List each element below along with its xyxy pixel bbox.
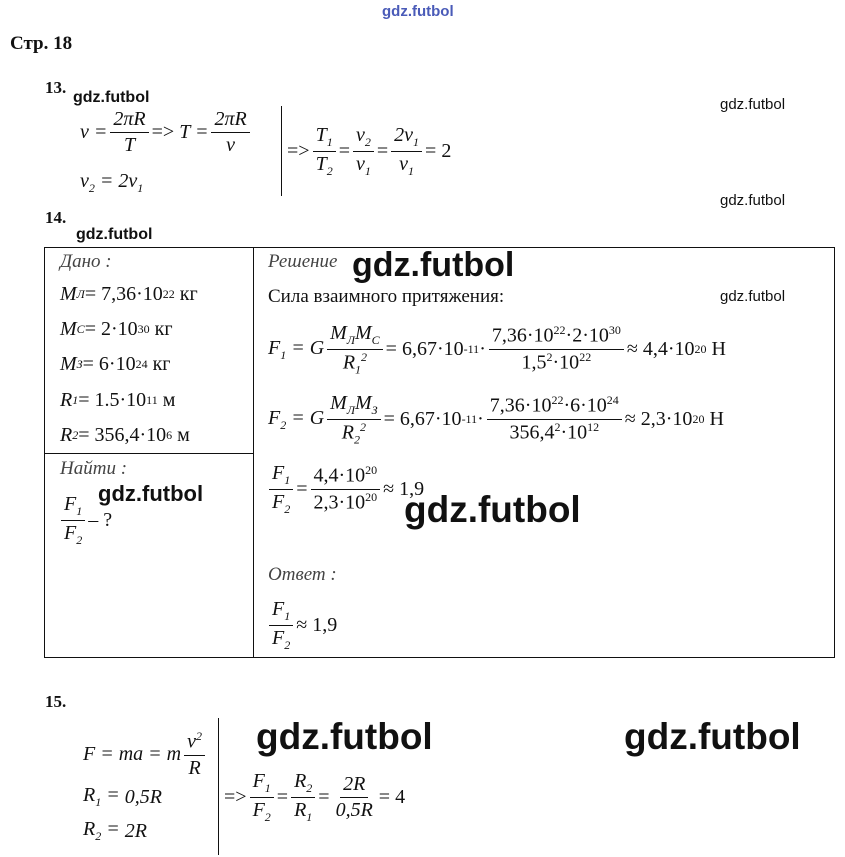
given-label: Дано : bbox=[60, 251, 112, 272]
watermark-top: gdz.futbol bbox=[382, 3, 454, 20]
watermark: gdz.futbol bbox=[720, 288, 786, 305]
table-row-divider bbox=[44, 453, 253, 454]
f1-formula: $F_1 = G$ $\frac{M_ЛM_С}{R_1^2}$ = 6,67·10 -11 · $\frac{7,36\cdot 10^{22}\cdot 2\cdot 10^{30}}{1,5^2\cdot 10^{22}}$ ≈ 4,4·10 20 Н bbox=[268, 322, 726, 377]
find-label: Найти : bbox=[60, 458, 128, 479]
watermark: gdz.futbol bbox=[624, 716, 801, 757]
p15-force-formula: F = ma = m $\frac{v^2}{R}$ bbox=[83, 730, 208, 780]
watermark: gdz.futbol bbox=[720, 192, 786, 209]
solution-label: Решение bbox=[268, 251, 338, 272]
force-description: Сила взаимного притяжения: bbox=[268, 286, 505, 307]
given-row: R 2 = 356,4·10 6 м bbox=[60, 424, 190, 446]
watermark: gdz.futbol bbox=[76, 226, 153, 243]
given-row: R 1 = 1.5·10 11 м bbox=[60, 389, 176, 411]
given-row: M З = 6·10 24 кг bbox=[60, 353, 171, 375]
problem-13-number: 13. bbox=[45, 78, 67, 97]
divider-line bbox=[281, 106, 282, 196]
problem-14-number: 14. bbox=[45, 208, 67, 227]
p13-velocity-formula: v = $\frac{2\pi R}{T}$ => T = $\frac{2\pi R}{v}$ bbox=[80, 108, 253, 157]
page-title: Стр. 18 bbox=[10, 33, 73, 54]
answer-value: $\frac{F_1}{F_2}$ ≈ 1,9 bbox=[266, 598, 337, 653]
given-row: M Л = 7,36·10 22 кг bbox=[60, 283, 198, 305]
watermark: gdz.futbol bbox=[73, 89, 150, 106]
table-divider bbox=[253, 247, 254, 658]
p13-v2-relation: $v_2 = 2v_1$ bbox=[80, 170, 144, 195]
p15-r2: $R_2$ = 2R bbox=[83, 818, 147, 843]
divider-line bbox=[218, 718, 219, 855]
answer-label: Ответ : bbox=[268, 564, 337, 585]
f2-formula: $F_2 = G$ $\frac{M_ЛM_З}{R_2^2}$ = 6,67·10 -11 · $\frac{7,36\cdot 10^{22}\cdot 6\cdot 10^{24}}{356,4^2\cdot 10^{12}}$ ≈ 2,3·10 20 Н bbox=[268, 392, 724, 447]
watermark: gdz.futbol bbox=[720, 96, 786, 113]
given-row: M С = 2·10 30 кг bbox=[60, 318, 173, 340]
p15-r1: $R_1$ = 0,5R bbox=[83, 784, 162, 809]
watermark: gdz.futbol bbox=[98, 481, 204, 506]
p13-period-ratio: => $\frac{T_1}{T_2}$ = $\frac{v_2}{v_1}$ = $\frac{2v_1}{v_1}$ = 2 bbox=[287, 124, 452, 178]
ratio-formula: $\frac{F_1}{F_2}$ = $\frac{4,4\cdot 10^{20}}{2,3\cdot 10^{20}}$ ≈ 1,9 bbox=[266, 462, 424, 517]
watermark: gdz.futbol bbox=[256, 716, 433, 757]
watermark: gdz.futbol bbox=[352, 246, 515, 284]
watermark: gdz.futbol bbox=[404, 489, 581, 530]
problem-15-number: 15. bbox=[45, 692, 67, 711]
p15-ratio: => $\frac{F_1}{F_2}$ = $\frac{R_2}{R_1}$ = $\frac{2R}{0,5R}$ = 4 bbox=[224, 770, 406, 824]
find-ratio: $\frac{F_1}{F_2}$ – ? bbox=[58, 493, 112, 548]
